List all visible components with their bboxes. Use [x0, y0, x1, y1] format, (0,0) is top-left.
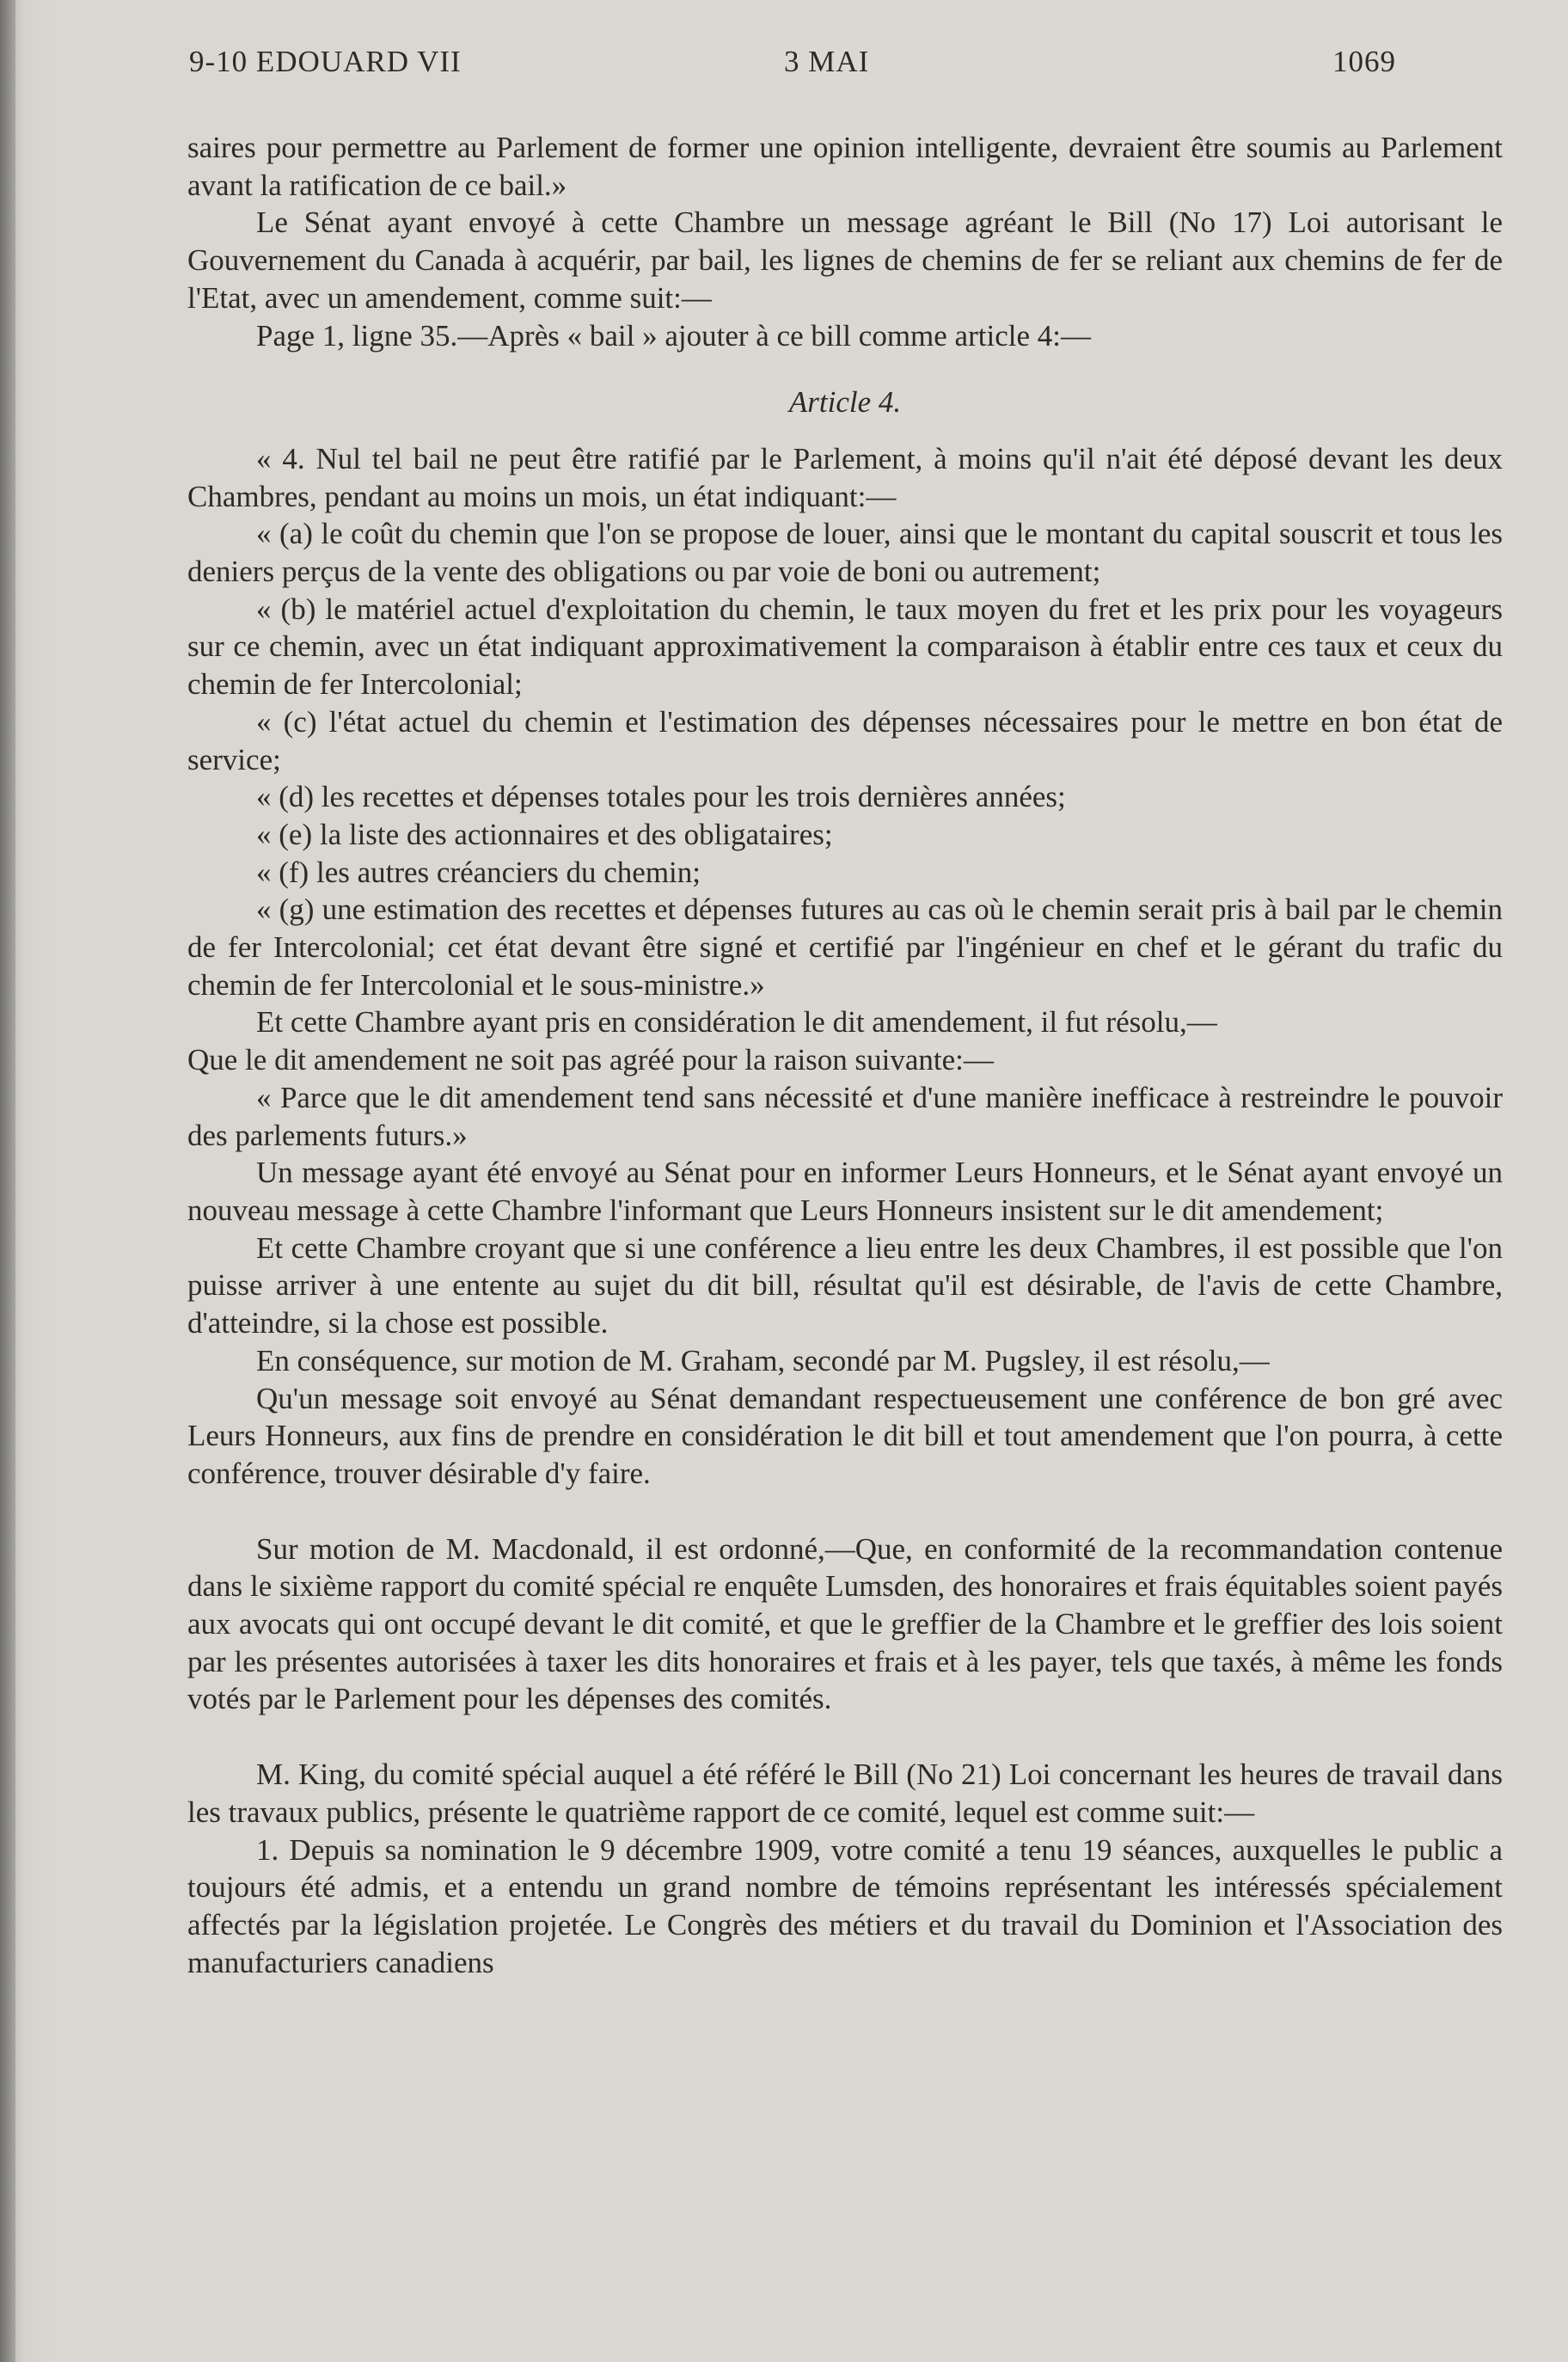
paragraph: M. King, du comité spécial auquel a été référé le Bill (No 21) Loi concernant les heures de travail dans les travaux publics, présente le quatrième rapport de ce comité, lequel est comme suit:—: [187, 1758, 1503, 1829]
section-gap: [187, 1718, 1503, 1756]
paragraph: Sur motion de M. Macdonald, il est ordonné,—Que, en conformité de la recommandation contenue dans le sixième rapport du comité spécial re enquête Lumsden, des honoraires et frais équitables soient payés aux avocats qui ont occupé devant le dit comité, et que le greffier de la Chambre et le greffier des lois soient par les présentes autorisées à taxer les dits honoraires et frais et à les payer, tels que taxés, à même les fonds votés par le Parlement pour les dépenses des comités.: [187, 1531, 1503, 1716]
header-date: 3 MAI: [784, 45, 870, 78]
paragraph: « 4. Nul tel bail ne peut être ratifié par le Parlement, à moins qu'il n'ait été déposé devant les deux Chambres, pendant au moins un mois, un état indiquant:—: [187, 441, 1503, 513]
paragraph: « (b) le matériel actuel d'exploitation du chemin, le taux moyen du fret et les prix pour les voyageurs sur ce chemin, avec un état indiquant approximativement la comparaison à établir entre ces taux et ceux du chemin de fer Intercolonial;: [187, 592, 1503, 702]
paragraph: « (e) la liste des actionnaires et des obligataires;: [256, 817, 833, 851]
header-session: 9-10 EDOUARD VII: [189, 45, 462, 78]
article-heading: Article 4.: [788, 385, 902, 420]
paragraph: Un message ayant été envoyé au Sénat pour en informer Leurs Honneurs, et le Sénat ayant envoyé un nouveau message à cette Chambre l'informant que Leurs Honneurs insistent sur le dit amendement;: [187, 1156, 1503, 1227]
section-gap: [187, 1493, 1503, 1531]
paragraph: 1. Depuis sa nomination le 9 décembre 1909, votre comité a tenu 19 séances, auxquelles le public a toujours été admis, et a entendu un grand nombre de témoins représentant les intéressés spécialement affectés par la législation projetée. Le Congrès des métiers et du travail du Dominion et l'Association des manufacturiers canadiens: [187, 1832, 1503, 1979]
paragraph: « (c) l'état actuel du chemin et l'estimation des dépenses nécessaires pour le mettre en bon état de service;: [187, 704, 1503, 776]
paragraph: « (a) le coût du chemin que l'on se propose de louer, ainsi que le montant du capital souscrit et tous les deniers perçus de la vente des obligations ou par voie de boni ou autrement;: [187, 517, 1503, 589]
book-binding-edge: [0, 0, 15, 2362]
paragraph: Le Sénat ayant envoyé à cette Chambre un message agréant le Bill (No 17) Loi autorisant le Gouvernement du Canada à acquérir, par bail, les lignes de chemins de fer se reliant aux chemins de fer de l'Etat, avec un amendement, comme suit:—: [187, 206, 1503, 315]
paragraph: En conséquence, sur motion de M. Graham, secondé par M. Pugsley, il est résolu,—: [256, 1343, 1270, 1377]
paragraph: Que le dit amendement ne soit pas agréé pour la raison suivante:—: [187, 1043, 994, 1077]
paragraph: « Parce que le dit amendement tend sans nécessité et d'une manière inefficace à restreindre le pouvoir des parlements futurs.»: [187, 1080, 1503, 1152]
paragraph: saires pour permettre au Parlement de former une opinion intelligente, devraient être soumis au Parlement avant la ratification de ce bail.»: [187, 131, 1503, 202]
body-text: [187, 129, 1503, 1981]
paragraph: « (f) les autres créanciers du chemin;: [256, 855, 701, 889]
page-header: [189, 45, 1482, 88]
paragraph: Et cette Chambre croyant que si une conférence a lieu entre les deux Chambres, il est possible que l'on puisse arriver à une entente au sujet du dit bill, résultat qu'il est désirable, de l'avis de cette Chambre, d'atteindre, si la chose est possible.: [187, 1230, 1503, 1341]
paragraph: Et cette Chambre ayant pris en considération le dit amendement, il fut résolu,—: [256, 1005, 1217, 1040]
paragraph: « (g) une estimation des recettes et dépenses futures au cas où le chemin serait pris à bail par le chemin de fer Intercolonial; cet état devant être signé et certifié par l'ingénieur en chef et le gérant du trafic du chemin de fer Intercolonial et le sous-ministre.»: [187, 893, 1503, 1002]
paragraph: « (d) les recettes et dépenses totales pour les trois dernières années;: [256, 780, 1066, 814]
paragraph: Qu'un message soit envoyé au Sénat demandant respectueusement une conférence de bon gré avec Leurs Honneurs, aux fins de prendre en considération le dit bill et tout amendement que l'on pourra, à cette conférence, trouver désirable d'y faire.: [187, 1381, 1503, 1490]
paragraph: Page 1, ligne 35.—Après « bail » ajouter à ce bill comme article 4:—: [256, 318, 1091, 353]
page-number: 1069: [1332, 45, 1396, 78]
